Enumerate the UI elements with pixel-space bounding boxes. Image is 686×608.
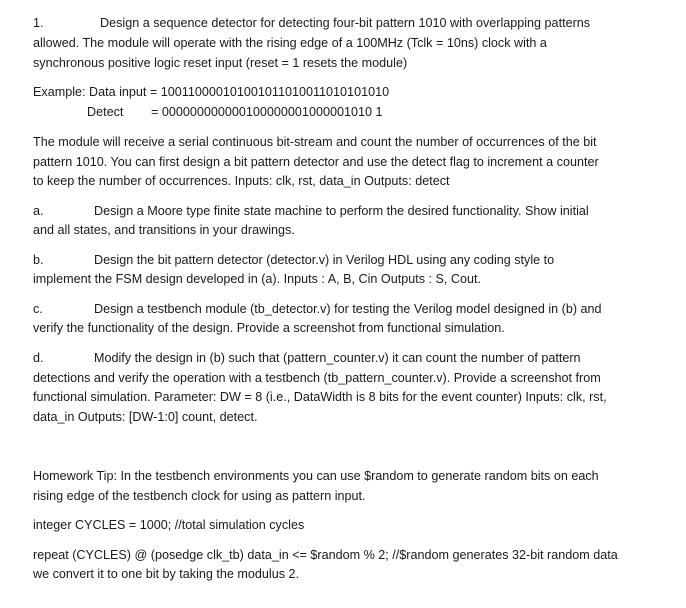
part-d-line-1: Modify the design in (b) such that (pattern_counter.v) it can count the number of pattern bbox=[94, 351, 581, 365]
example-detect-label: Detect bbox=[87, 105, 124, 119]
description-line-1: The module will receive a serial continuous bit-stream and count the number of occurrences of the bit bbox=[33, 135, 597, 149]
tip-line-1: Homework Tip: In the testbench environments you can use $random to generate random bits on each bbox=[33, 469, 599, 483]
problem-intro-line-1: Design a sequence detector for detecting four-bit pattern 1010 with overlapping patterns bbox=[100, 16, 591, 30]
part-c-label: c. bbox=[33, 302, 43, 316]
part-d-line-2: detections and verify the operation with a testbench (tb_pattern_counter.v). Provide a screenshot from bbox=[33, 371, 601, 385]
example-data-input: Example: Data input = 100110000101001011010011010101010 bbox=[33, 85, 390, 99]
part-d-line-4: data_in Outputs: [DW-1:0] count, detect. bbox=[33, 410, 258, 424]
description-line-3: to keep the number of occurrences. Inputs: clk, rst, data_in Outputs: detect bbox=[33, 174, 450, 188]
part-b-line-1: Design the bit pattern detector (detector.v) in Verilog HDL using any coding style to bbox=[94, 253, 555, 267]
part-c-line-1: Design a testbench module (tb_detector.v) for testing the Verilog model designed in (b) and bbox=[94, 302, 602, 316]
part-a-line-2: and all states, and transitions in your drawings. bbox=[33, 223, 295, 237]
part-b-line-2: implement the FSM design developed in (a). Inputs : A, B, Cin Outputs : S, Cout. bbox=[33, 272, 482, 286]
tip-cycles-code: integer CYCLES = 1000; //total simulation cycles bbox=[33, 518, 305, 532]
problem-number: 1. bbox=[33, 16, 44, 30]
problem-intro-line-2: allowed. The module will operate with the rising edge of a 100MHz (Tclk = 10ns) clock with a bbox=[33, 36, 547, 50]
problem-intro-line-3: synchronous positive logic reset input (reset = 1 resets the module) bbox=[33, 56, 408, 70]
description-line-2: pattern 1010. You can first design a bit pattern detector and use the detect flag to increment a counter bbox=[33, 155, 599, 169]
tip-line-2: rising edge of the testbench clock for using as pattern input. bbox=[33, 489, 366, 503]
tip-repeat-line-1: repeat (CYCLES) @ (posedge clk_tb) data_in <= $random % 2; //$random generates 32-bit random data bbox=[33, 548, 618, 562]
example-detect-value: = 000000000000100000001000001010 1 bbox=[151, 105, 383, 119]
part-a-label: a. bbox=[33, 204, 44, 218]
part-b-label: b. bbox=[33, 253, 44, 267]
part-c-line-2: verify the functionality of the design. Provide a screenshot from functional simulation. bbox=[33, 321, 505, 335]
part-d-label: d. bbox=[33, 351, 44, 365]
tip-repeat-line-2: we convert it to one bit by taking the modulus 2. bbox=[33, 567, 300, 581]
part-d-line-3: functional simulation. Parameter: DW = 8 (i.e., DataWidth is 8 bits for the event counter) Inputs: clk, rst, bbox=[33, 390, 607, 404]
part-a-line-1: Design a Moore type finite state machine to perform the desired functionality. Show initial bbox=[94, 204, 589, 218]
